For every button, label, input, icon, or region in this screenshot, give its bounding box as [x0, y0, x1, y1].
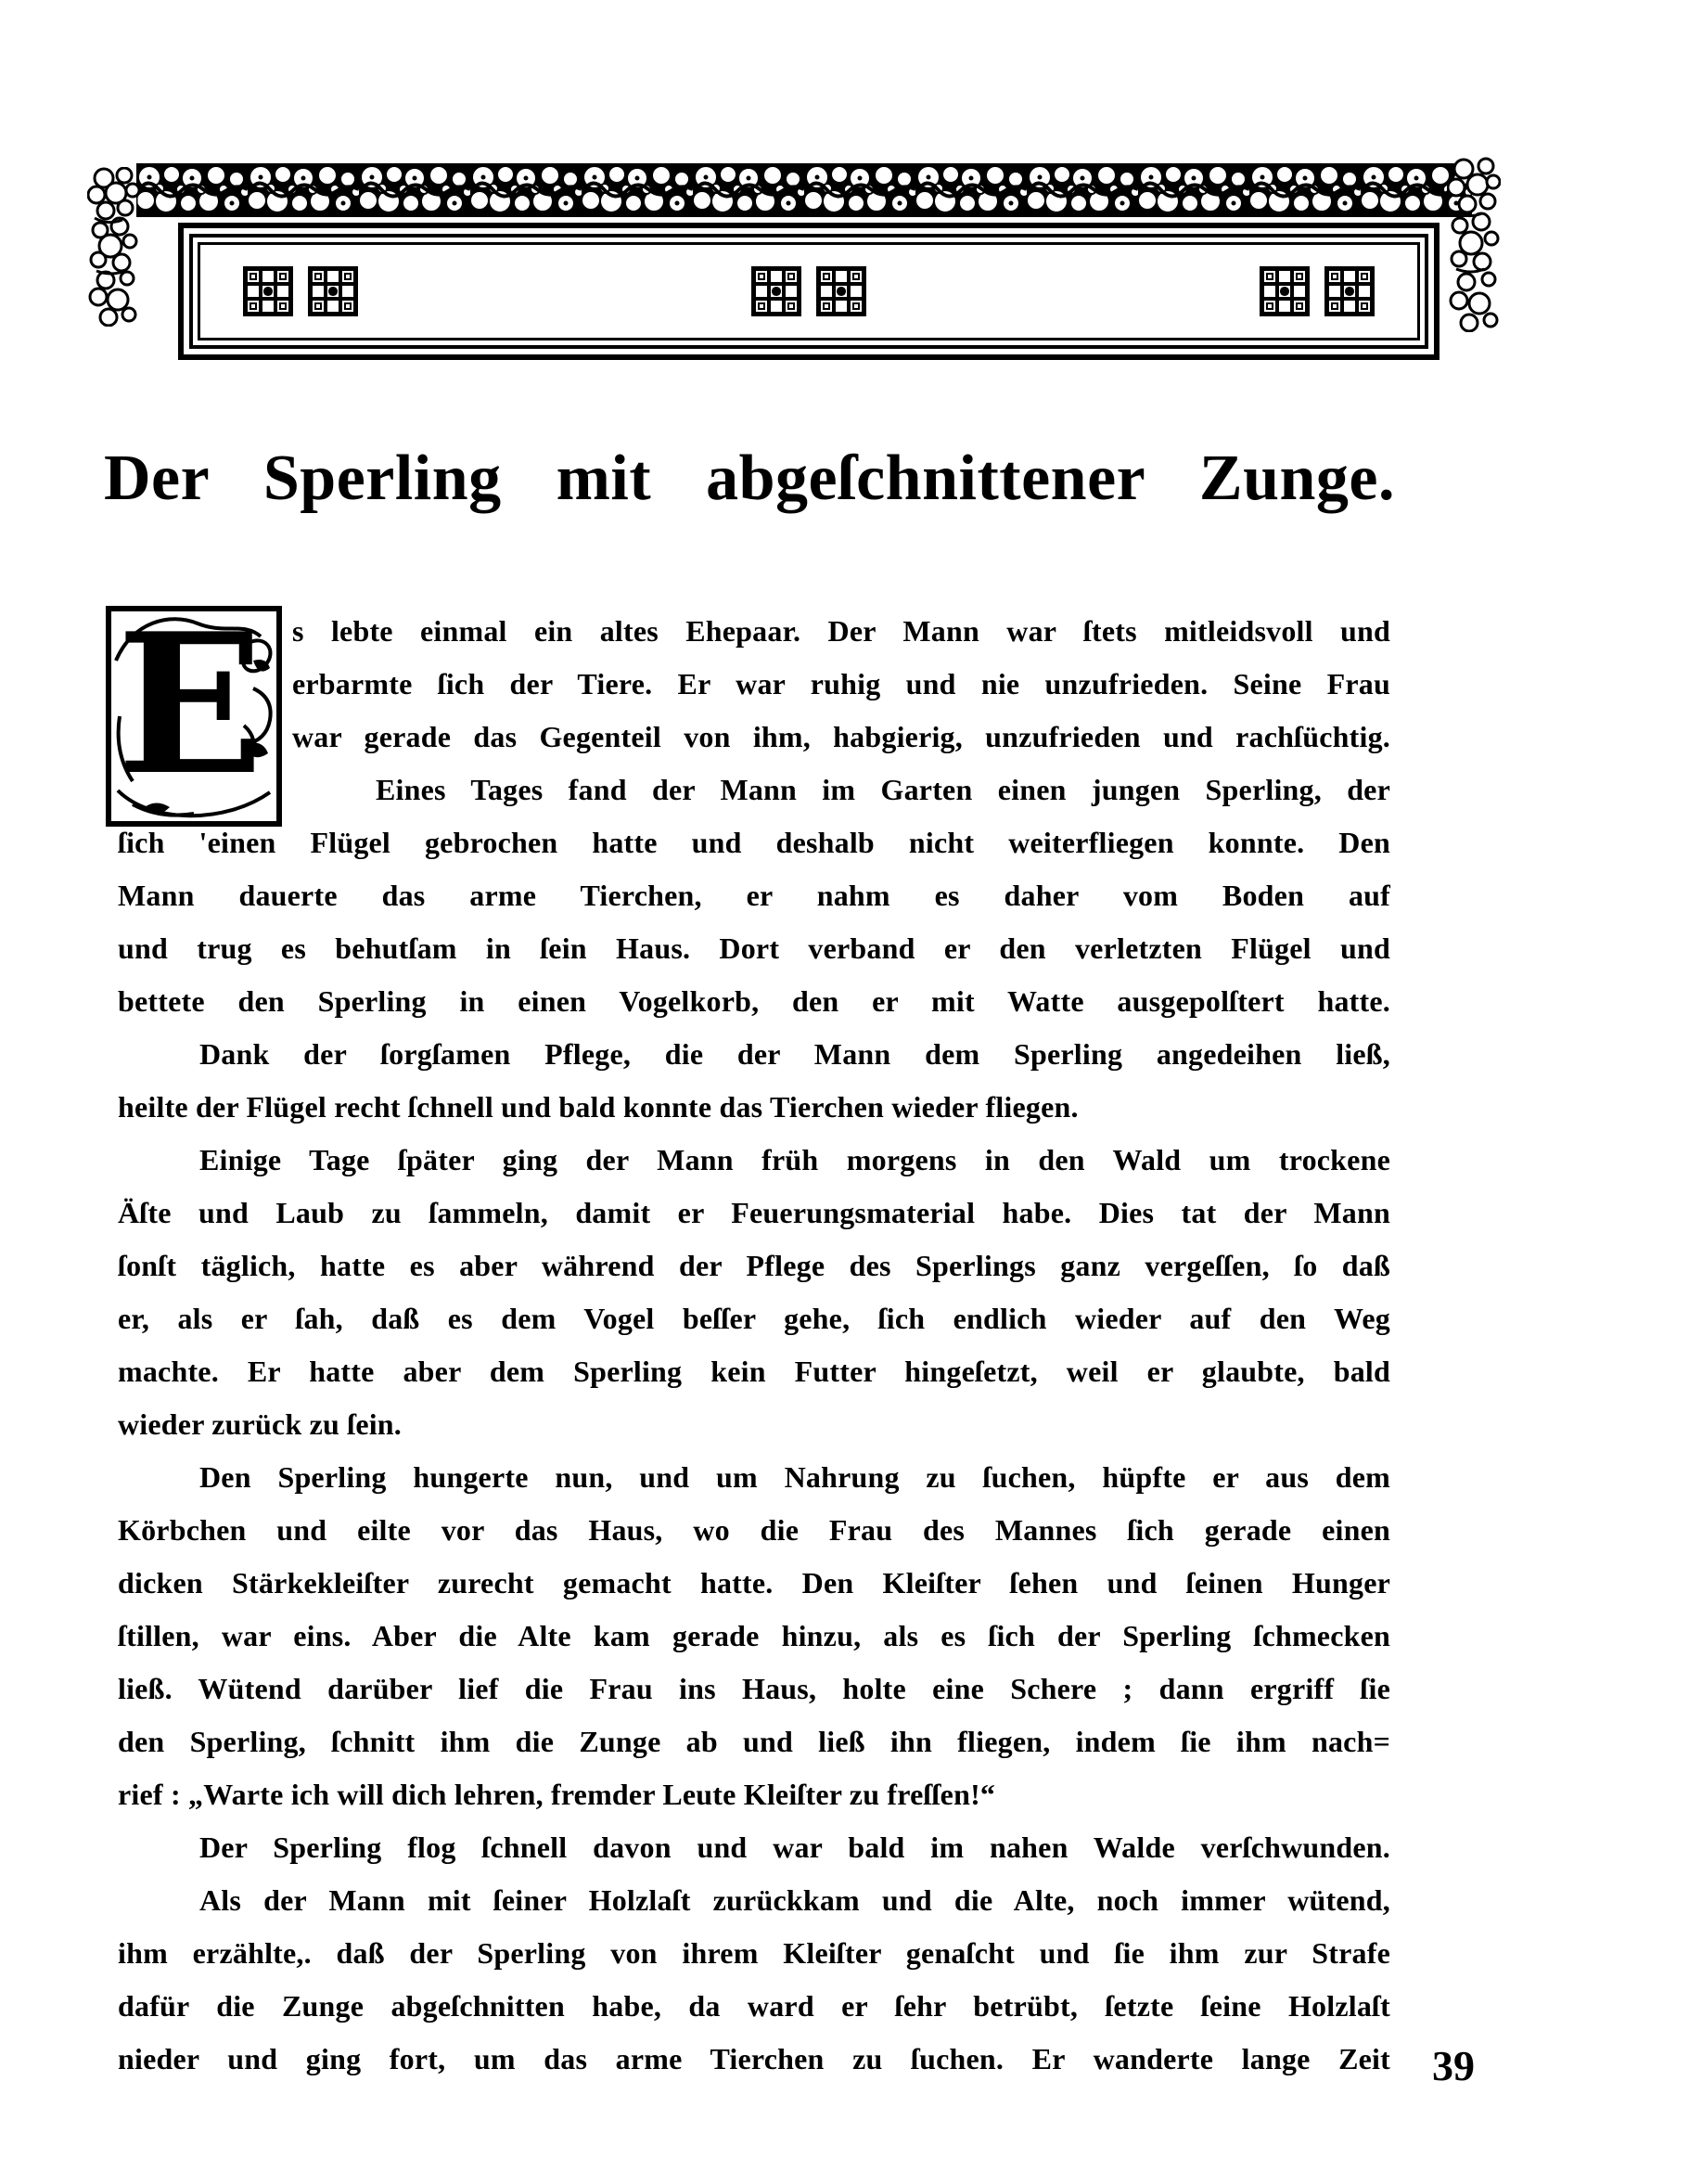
- text-line: ließ. Wütend darüber lief die Frau ins Haus, holte eine Schere ; dann ergriff ſie: [118, 1672, 1390, 1705]
- grid-square-ornament: [243, 266, 293, 316]
- text-line: Als der Mann mit ſeiner Holzlaſt zurückkam und die Alte, noch immer wütend,: [199, 1883, 1390, 1917]
- text-line: Einige Tage ſpäter ging der Mann früh morgens in den Wald um trockene: [199, 1143, 1390, 1176]
- text-line: machte. Er hatte aber dem Sperling kein Futter hingeſetzt, weil er glaubte, bald: [118, 1355, 1390, 1388]
- text-line: s lebte einmal ein altes Ehepaar. Der Mann war ſtets mitleidsvoll und: [292, 614, 1390, 648]
- grid-square-ornament: [816, 266, 866, 316]
- square-ornament-group-right: [1260, 266, 1375, 316]
- story-text: [118, 605, 1390, 2086]
- text-line: ſonſt täglich, hatte es aber während der Pflege des Sperlings ganz vergeſſen, ſo daß: [118, 1249, 1390, 1282]
- text-line: ſich 'einen Flügel gebrochen hatte und deshalb nicht weiterfliegen konnte. Den: [118, 826, 1390, 859]
- text-line: bettete den Sperling in einen Vogelkorb, den er mit Watte ausgepolſtert hatte.: [118, 984, 1390, 1018]
- berry-cluster-right: [1447, 156, 1501, 332]
- text-line: Körbchen und eilte vor das Haus, wo die Frau des Mannes ſich gerade einen: [118, 1513, 1390, 1547]
- text-line: wieder zurück zu ſein.: [118, 1407, 403, 1441]
- header-frame: [178, 223, 1439, 360]
- berry-band-ornament: [136, 163, 1472, 217]
- grid-square-ornament: [1324, 266, 1375, 316]
- text-line: Mann dauerte das arme Tierchen, er nahm es daher vom Boden auf: [118, 879, 1390, 912]
- page-title: Der Sperling mit abgeſchnittener Zunge.: [104, 443, 1395, 514]
- text-line: dicken Stärkekleiſter zurecht gemacht hatte. Den Kleiſter ſehen und ſeinen Hunger: [118, 1566, 1390, 1599]
- text-line: Der Sperling flog ſchnell davon und war bald im nahen Walde verſchwunden.: [199, 1831, 1390, 1864]
- page-number: 39: [1432, 2042, 1475, 2089]
- text-line: war gerade das Gegenteil von ihm, habgierig, unzufrieden und rachſüchtig.: [292, 720, 1390, 753]
- text-line: ſtillen, war eins. Aber die Alte kam gerade hinzu, als es ſich der Sperling ſchmecken: [118, 1619, 1390, 1652]
- text-line: Dank der ſorgſamen Pflege, die der Mann dem Sperling angedeihen ließ,: [199, 1037, 1390, 1071]
- berry-cluster-left: [87, 167, 139, 327]
- grid-square-ornament: [751, 266, 801, 316]
- text-line: erbarmte ſich der Tiere. Er war ruhig und nie unzufrieden. Seine Frau: [292, 667, 1390, 700]
- text-line: Den Sperling hungerte nun, und um Nahrung zu ſuchen, hüpfte er aus dem: [199, 1460, 1390, 1494]
- text-line: den Sperling, ſchnitt ihm die Zunge ab und ließ ihn fliegen, indem ſie ihm nach=: [118, 1725, 1390, 1758]
- grid-square-ornament: [1260, 266, 1310, 316]
- grid-square-ornament: [308, 266, 358, 316]
- text-line: er, als er ſah, daß es dem Vogel beſſer gehe, ſich endlich wieder auf den Weg: [118, 1302, 1390, 1335]
- dropcap-letter: E: [116, 605, 264, 818]
- text-line: heilte der Flügel recht ſchnell und bald konnte das Tierchen wieder fliegen.: [118, 1090, 1079, 1124]
- text-line: Eines Tages fand der Mann im Garten einen jungen Sperling, der: [376, 773, 1390, 806]
- text-line: und trug es behutſam in ſein Haus. Dort verband er den verletzten Flügel und: [118, 931, 1390, 965]
- square-ornament-group-left: [243, 266, 358, 316]
- square-ornament-group-center: [751, 266, 866, 316]
- text-line: dafür die Zunge abgeſchnitten habe, da ward er ſehr betrübt, ſetzte ſeine Holzlaſt: [118, 1989, 1390, 2023]
- text-line: ihm erzählte,. daß der Sperling von ihrem Kleiſter genaſcht und ſie ihm zur Strafe: [118, 1936, 1390, 1970]
- text-line: rief : „Warte ich will dich lehren, fremder Leute Kleiſter zu freſſen!“: [118, 1778, 996, 1811]
- text-line: nieder und ging fort, um das arme Tierchen zu ſuchen. Er wanderte lange Zeit: [118, 2042, 1390, 2075]
- text-line: Äſte und Laub zu ſammeln, damit er Feuerungsmaterial habe. Dies tat der Mann: [118, 1196, 1390, 1229]
